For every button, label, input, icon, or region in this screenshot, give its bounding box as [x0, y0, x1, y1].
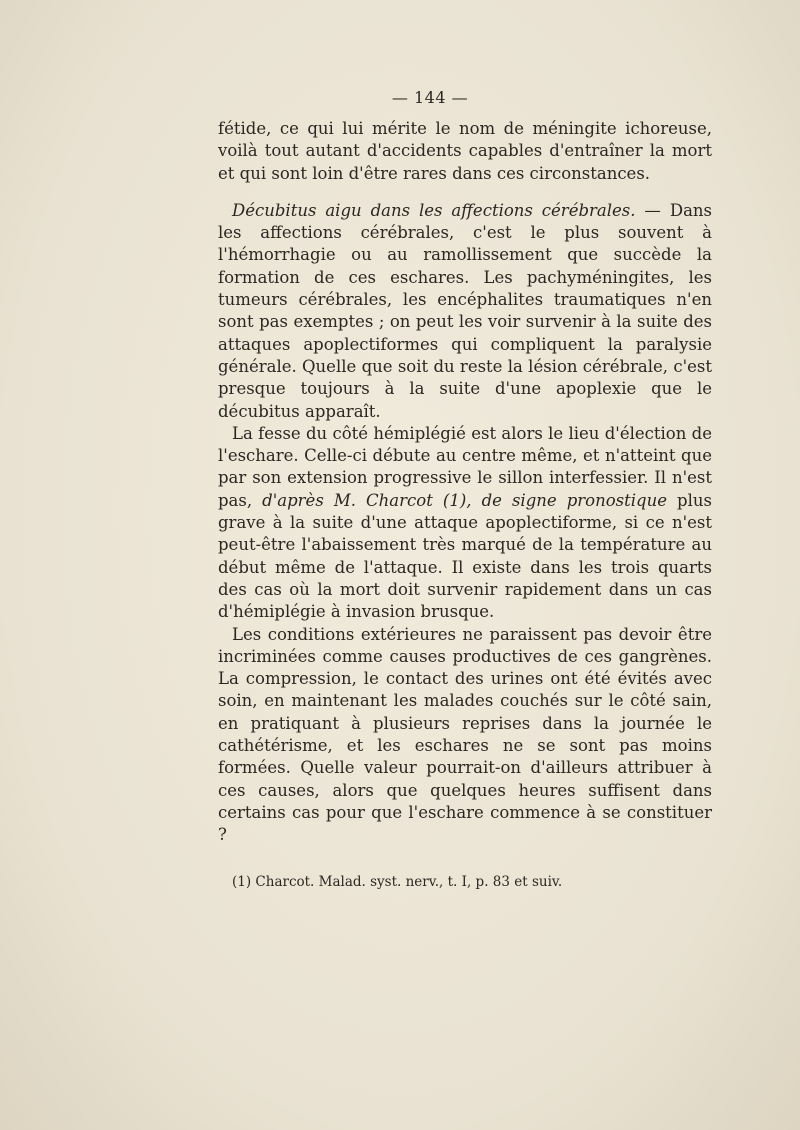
body-text [218, 118, 712, 847]
paragraph-1: fétide, ce qui lui mérite le nom de méningite ichoreuse, voilà tout autant d'accidents capables d'entraîner la mort et qui sont loin d'être rares dans ces circonstances. [218, 119, 712, 183]
paragraph-3-part-a: La fesse du côté hémiplégié est alors le lieu d'élection de l'eschare. Celle-ci débute au centre même, et n'atteint que par son extension progressive le sillon interfessier. Il n'est pas, [218, 423, 712, 510]
paragraph-3 [218, 423, 712, 624]
paragraph-3-italic: d'après M. Charcot (1), de signe pronostique [262, 490, 667, 510]
paragraph-2-body: — Dans les affections cérébrales, c'est le plus souvent à l'hémorrhagie ou au ramollissement que succède la formation de ces eschares. Les pachyméningites, les tumeurs cérébrales, les encéphalites traumatiques n'en sont pas exemptes ; on peut les voir survenir à la suite des attaques apoplectiformes qui compliquent la paralysie générale. Quelle que soit du reste la lésion cérébrale, c'est presque toujours à la suite d'une apoplexie que le décubitus apparaît. [218, 200, 712, 421]
paragraph-3-part-b: plus grave à la suite d'une attaque apoplectiforme, si ce n'est peut-être l'abaissement très marqué de la température au début même de l'attaque. Il existe dans les trois quarts des cas où la mort doit survenir rapidement dans un cas d'hémiplégie à invasion brusque. [218, 490, 712, 622]
footnote: (1) Charcot. Malad. syst. nerv., t. I, p. 83 et suiv. [232, 874, 563, 890]
section-heading: Décubitus aigu dans les affections cérébrales. [232, 200, 636, 220]
paragraph-2 [218, 200, 712, 423]
page-number: — 144 — [391, 88, 469, 107]
paragraph-4: Les conditions extérieures ne paraissent pas devoir être incriminées comme causes productives de ces gangrènes. La compression, le contact des urines ont été évités avec soin, en maintenant les malades couchés sur le côté sain, en pratiquant à plusieurs reprises dans la journée le cathétérisme, et les eschares ne se sont pas moins formées. Quelle valeur pourrait-on d'ailleurs attribuer à ces causes, alors que quelques heures suffisent dans certains cas pour que l'eschare commence à se constituer ? [218, 624, 712, 845]
